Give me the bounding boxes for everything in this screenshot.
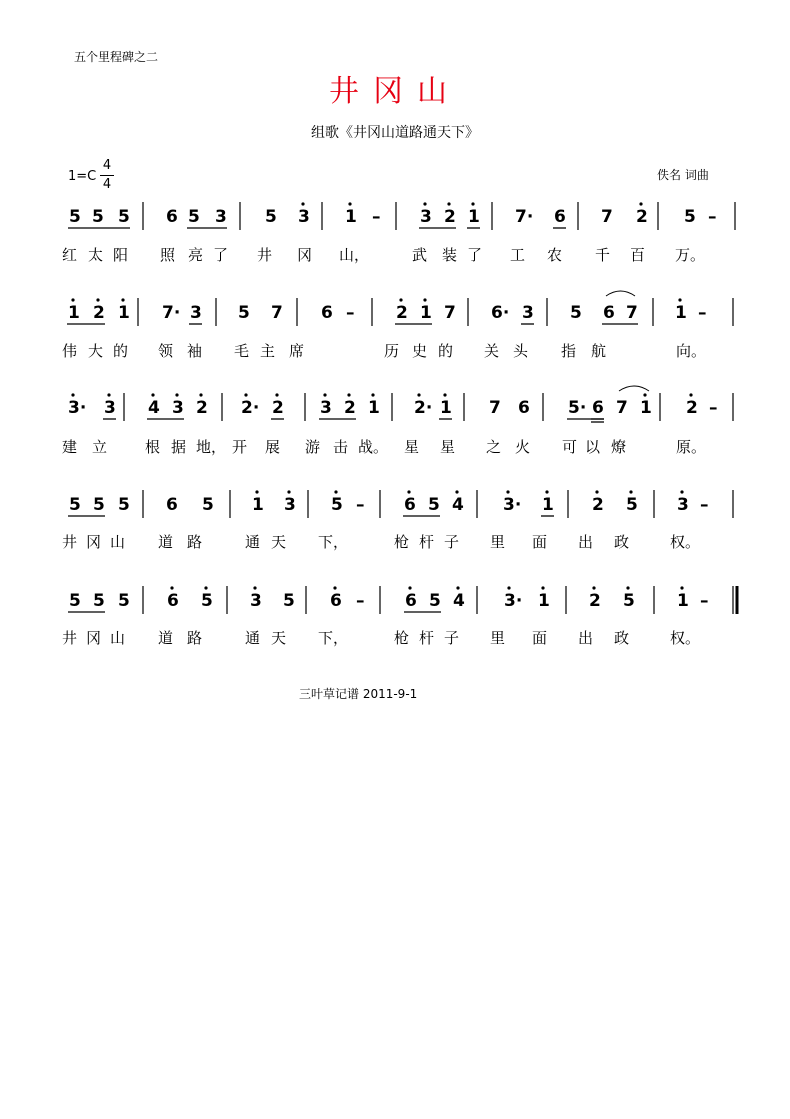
lyric-char: 冈 bbox=[86, 533, 102, 551]
note: 3 bbox=[104, 398, 116, 418]
time-signature-bottom: 4 bbox=[102, 177, 112, 192]
series-label: 五个里程碑之二 bbox=[74, 50, 159, 64]
lyric-char: 道 bbox=[158, 629, 174, 647]
note: 1 bbox=[675, 303, 687, 323]
lyric-char: 伟 bbox=[62, 342, 78, 360]
octave-dot bbox=[689, 393, 692, 396]
octave-dot bbox=[348, 202, 351, 205]
lyric-char: 冈 bbox=[297, 246, 313, 264]
octave-dot bbox=[323, 393, 326, 396]
lyric-char: 杆 bbox=[419, 629, 435, 647]
octave-dot bbox=[399, 298, 402, 301]
lyric-char: 子 bbox=[444, 533, 460, 551]
lyric-char: 了 bbox=[467, 246, 483, 264]
note: 2 bbox=[196, 398, 208, 418]
octave-dot bbox=[175, 393, 178, 396]
lyric-char: 井 bbox=[62, 629, 78, 647]
lyric-char: 战。 bbox=[358, 438, 389, 456]
octave-dot bbox=[407, 490, 410, 493]
note: 4 bbox=[148, 398, 160, 418]
lyric-char: 山 bbox=[110, 629, 126, 647]
lyric-char: 航 bbox=[591, 342, 607, 360]
octave-dot bbox=[629, 490, 632, 493]
lyric-char: 击 bbox=[333, 438, 349, 456]
note: 6 bbox=[166, 207, 178, 227]
note: 3 bbox=[420, 207, 432, 227]
note: 5 bbox=[283, 591, 295, 611]
octave-dot bbox=[423, 202, 426, 205]
lyric-char: 面 bbox=[532, 533, 548, 551]
lyric-char: 向。 bbox=[676, 342, 707, 360]
octave-dot bbox=[199, 393, 202, 396]
note: 3 bbox=[298, 207, 310, 227]
note: 6 bbox=[167, 591, 179, 611]
octave-dot bbox=[541, 586, 544, 589]
lyric-char: 出 bbox=[578, 629, 594, 647]
note: 1 bbox=[420, 303, 432, 323]
lyric-char: 根 bbox=[145, 438, 161, 456]
note: 6 bbox=[405, 591, 417, 611]
note: – bbox=[356, 591, 365, 611]
note: 7 bbox=[626, 303, 638, 323]
note: 5 bbox=[118, 591, 130, 611]
note: 3 bbox=[172, 398, 184, 418]
key-signature: 1=C bbox=[68, 169, 97, 184]
note: 2 bbox=[272, 398, 284, 418]
lyric-char: 山， bbox=[339, 246, 370, 264]
lyric-char: 农 bbox=[547, 246, 563, 264]
note: 3 bbox=[320, 398, 332, 418]
lyric-char: 袖 bbox=[187, 342, 203, 360]
note: 1 bbox=[468, 207, 480, 227]
lyric-char: 路 bbox=[187, 533, 203, 551]
lyric-char: 可 bbox=[562, 438, 578, 456]
lyric-char: 天 bbox=[271, 533, 287, 551]
lyric-char: 面 bbox=[532, 629, 548, 647]
octave-dot bbox=[255, 490, 258, 493]
note: 6 bbox=[404, 495, 416, 515]
slur bbox=[619, 386, 649, 391]
lyric-char: 百 bbox=[630, 246, 646, 264]
note: 5 bbox=[623, 591, 635, 611]
lyric-char: 下， bbox=[318, 629, 349, 647]
lyric-char: 井 bbox=[257, 246, 273, 264]
lyric-char: 展 bbox=[265, 438, 281, 456]
note: 5 bbox=[202, 495, 214, 515]
lyric-char: 的 bbox=[113, 342, 129, 360]
octave-dot bbox=[408, 586, 411, 589]
octave-dot bbox=[423, 298, 426, 301]
lyric-char: 星 bbox=[440, 438, 456, 456]
octave-dot bbox=[471, 202, 474, 205]
lyric-char: 万。 bbox=[675, 246, 706, 264]
lyric-char: 下， bbox=[318, 533, 349, 551]
note: 7· bbox=[515, 207, 534, 227]
octave-dot bbox=[371, 393, 374, 396]
note: 7 bbox=[489, 398, 501, 418]
octave-dot bbox=[592, 586, 595, 589]
note: – bbox=[700, 495, 709, 515]
lyric-char: 开 bbox=[232, 438, 248, 456]
time-signature-top: 4 bbox=[102, 158, 112, 173]
octave-dot bbox=[455, 490, 458, 493]
note: 1 bbox=[252, 495, 264, 515]
note: 6 bbox=[518, 398, 530, 418]
lyric-char: 路 bbox=[187, 629, 203, 647]
note: 5 bbox=[69, 495, 81, 515]
lyric-char: 地， bbox=[196, 438, 227, 456]
lyric-char: 杆 bbox=[419, 533, 435, 551]
note: 7 bbox=[444, 303, 456, 323]
note: 5 bbox=[201, 591, 213, 611]
lyric-char: 亮 bbox=[188, 246, 204, 264]
note: 1 bbox=[68, 303, 80, 323]
note: 6 bbox=[554, 207, 566, 227]
octave-dot bbox=[678, 298, 681, 301]
note: 1 bbox=[345, 207, 357, 227]
lyric-char: 权。 bbox=[670, 629, 701, 647]
octave-dot bbox=[545, 490, 548, 493]
lyric-char: 史 bbox=[412, 342, 428, 360]
note: 2· bbox=[241, 398, 260, 418]
note: 7 bbox=[601, 207, 613, 227]
lyric-char: 子 bbox=[444, 629, 460, 647]
lyric-char: 武 bbox=[412, 246, 428, 264]
lyric-char: 以 bbox=[585, 438, 601, 456]
lyric-char: 道 bbox=[158, 533, 174, 551]
lyric-char: 照 bbox=[160, 246, 176, 264]
note: – bbox=[700, 591, 709, 611]
note: 3 bbox=[215, 207, 227, 227]
note: 2 bbox=[686, 398, 698, 418]
note: 5 bbox=[93, 495, 105, 515]
octave-dot bbox=[643, 393, 646, 396]
octave-dot bbox=[506, 490, 509, 493]
lyric-char: 火 bbox=[515, 438, 531, 456]
note: 1 bbox=[640, 398, 652, 418]
note: 5 bbox=[429, 591, 441, 611]
octave-dot bbox=[287, 490, 290, 493]
octave-dot bbox=[639, 202, 642, 205]
note: 5 bbox=[118, 495, 130, 515]
note: 3 bbox=[522, 303, 534, 323]
note: 5 bbox=[118, 207, 130, 227]
lyric-char: 冈 bbox=[86, 629, 102, 647]
octave-dot bbox=[71, 393, 74, 396]
octave-dot bbox=[595, 490, 598, 493]
lyric-char: 通 bbox=[245, 629, 261, 647]
octave-dot bbox=[275, 393, 278, 396]
song-title: 井冈山 bbox=[329, 74, 461, 109]
lyric-char: 游 bbox=[305, 438, 321, 456]
lyric-char: 政 bbox=[614, 533, 630, 551]
note: 1 bbox=[440, 398, 452, 418]
note: – bbox=[372, 207, 381, 227]
note: 4 bbox=[453, 591, 465, 611]
note: 5 bbox=[331, 495, 343, 515]
note: 6· bbox=[491, 303, 510, 323]
lyric-char: 权。 bbox=[670, 533, 701, 551]
note: 2 bbox=[589, 591, 601, 611]
transcriber-footer: 三叶草记谱 2011-9-1 bbox=[299, 687, 418, 701]
octave-dot bbox=[417, 393, 420, 396]
octave-dot bbox=[107, 393, 110, 396]
song-subtitle: 组歌《井冈山道路通天下》 bbox=[311, 125, 479, 141]
lyric-char: 之 bbox=[486, 438, 502, 456]
lyric-char: 千 bbox=[595, 246, 611, 264]
note: 2· bbox=[414, 398, 433, 418]
lyric-char: 通 bbox=[245, 533, 261, 551]
note: 5 bbox=[93, 591, 105, 611]
octave-dot bbox=[253, 586, 256, 589]
lyric-char: 原。 bbox=[676, 438, 707, 456]
note: 5 bbox=[265, 207, 277, 227]
lyric-char: 出 bbox=[578, 533, 594, 551]
note: 1 bbox=[538, 591, 550, 611]
lyric-char: 指 bbox=[561, 342, 577, 360]
lyric-char: 建 bbox=[62, 438, 78, 456]
note: 5 bbox=[92, 207, 104, 227]
lyric-char: 井 bbox=[62, 533, 78, 551]
lyric-char: 历 bbox=[384, 342, 400, 360]
note: 1 bbox=[677, 591, 689, 611]
note: 1 bbox=[118, 303, 130, 323]
lyric-char: 枪 bbox=[394, 629, 410, 647]
slur bbox=[606, 291, 635, 296]
lyric-char: 装 bbox=[442, 246, 458, 264]
note: 5 bbox=[684, 207, 696, 227]
lyric-char: 阳 bbox=[113, 246, 129, 264]
lyric-char: 枪 bbox=[394, 533, 410, 551]
lyric-char: 关 bbox=[484, 342, 500, 360]
lyric-char: 大 bbox=[88, 342, 104, 360]
note: 5 bbox=[626, 495, 638, 515]
octave-dot bbox=[244, 393, 247, 396]
octave-dot bbox=[96, 298, 99, 301]
note: 2 bbox=[592, 495, 604, 515]
note: 6 bbox=[330, 591, 342, 611]
octave-dot bbox=[151, 393, 154, 396]
note: 6 bbox=[321, 303, 333, 323]
octave-dot bbox=[170, 586, 173, 589]
note: 3· bbox=[504, 591, 523, 611]
octave-dot bbox=[301, 202, 304, 205]
note: 5 bbox=[69, 207, 81, 227]
note: 3· bbox=[68, 398, 87, 418]
note: 3 bbox=[284, 495, 296, 515]
lyric-char: 主 bbox=[260, 342, 276, 360]
octave-dot bbox=[71, 298, 74, 301]
lyric-char: 据 bbox=[171, 438, 187, 456]
lyric-char: 了 bbox=[213, 246, 229, 264]
note: 4 bbox=[452, 495, 464, 515]
lyric-char: 天 bbox=[271, 629, 287, 647]
lyric-char: 里 bbox=[490, 629, 506, 647]
note: 3 bbox=[190, 303, 202, 323]
lyric-char: 红 bbox=[62, 246, 78, 264]
octave-dot bbox=[347, 393, 350, 396]
lyric-char: 里 bbox=[490, 533, 506, 551]
octave-dot bbox=[456, 586, 459, 589]
note: 7 bbox=[616, 398, 628, 418]
note: – bbox=[708, 207, 717, 227]
note: – bbox=[709, 398, 718, 418]
octave-dot bbox=[680, 586, 683, 589]
note: – bbox=[698, 303, 707, 323]
octave-dot bbox=[443, 393, 446, 396]
lyric-char: 工 bbox=[510, 246, 526, 264]
note: 7· bbox=[162, 303, 181, 323]
composer-credit: 佚名 词曲 bbox=[657, 168, 709, 182]
note: 5 bbox=[570, 303, 582, 323]
note: 1 bbox=[368, 398, 380, 418]
note: 6 bbox=[166, 495, 178, 515]
octave-dot bbox=[626, 586, 629, 589]
note: 3· bbox=[503, 495, 522, 515]
note: 2 bbox=[636, 207, 648, 227]
note: 5 bbox=[69, 591, 81, 611]
note: 5· bbox=[568, 398, 587, 418]
note: 6 bbox=[603, 303, 615, 323]
lyric-char: 的 bbox=[438, 342, 454, 360]
octave-dot bbox=[447, 202, 450, 205]
note: 7 bbox=[271, 303, 283, 323]
octave-dot bbox=[121, 298, 124, 301]
note: 3 bbox=[677, 495, 689, 515]
octave-dot bbox=[680, 490, 683, 493]
note: 5 bbox=[188, 207, 200, 227]
note: – bbox=[346, 303, 355, 323]
octave-dot bbox=[507, 586, 510, 589]
lyric-char: 席 bbox=[289, 342, 305, 360]
lyric-char: 头 bbox=[513, 342, 529, 360]
lyric-char: 燎 bbox=[611, 438, 627, 456]
note: – bbox=[356, 495, 365, 515]
note: 5 bbox=[238, 303, 250, 323]
lyric-char: 政 bbox=[614, 629, 630, 647]
lyric-char: 山 bbox=[110, 533, 126, 551]
lyric-char: 毛 bbox=[234, 342, 250, 360]
note: 2 bbox=[396, 303, 408, 323]
lyric-char: 立 bbox=[92, 438, 108, 456]
note: 2 bbox=[444, 207, 456, 227]
octave-dot bbox=[204, 586, 207, 589]
octave-dot bbox=[333, 586, 336, 589]
lyric-char: 太 bbox=[88, 246, 104, 264]
note: 2 bbox=[344, 398, 356, 418]
note: 5 bbox=[428, 495, 440, 515]
lyric-char: 领 bbox=[158, 342, 174, 360]
note: 6 bbox=[592, 398, 604, 418]
lyric-char: 星 bbox=[404, 438, 420, 456]
note: 1 bbox=[542, 495, 554, 515]
octave-dot bbox=[334, 490, 337, 493]
note: 2 bbox=[93, 303, 105, 323]
note: 3 bbox=[250, 591, 262, 611]
